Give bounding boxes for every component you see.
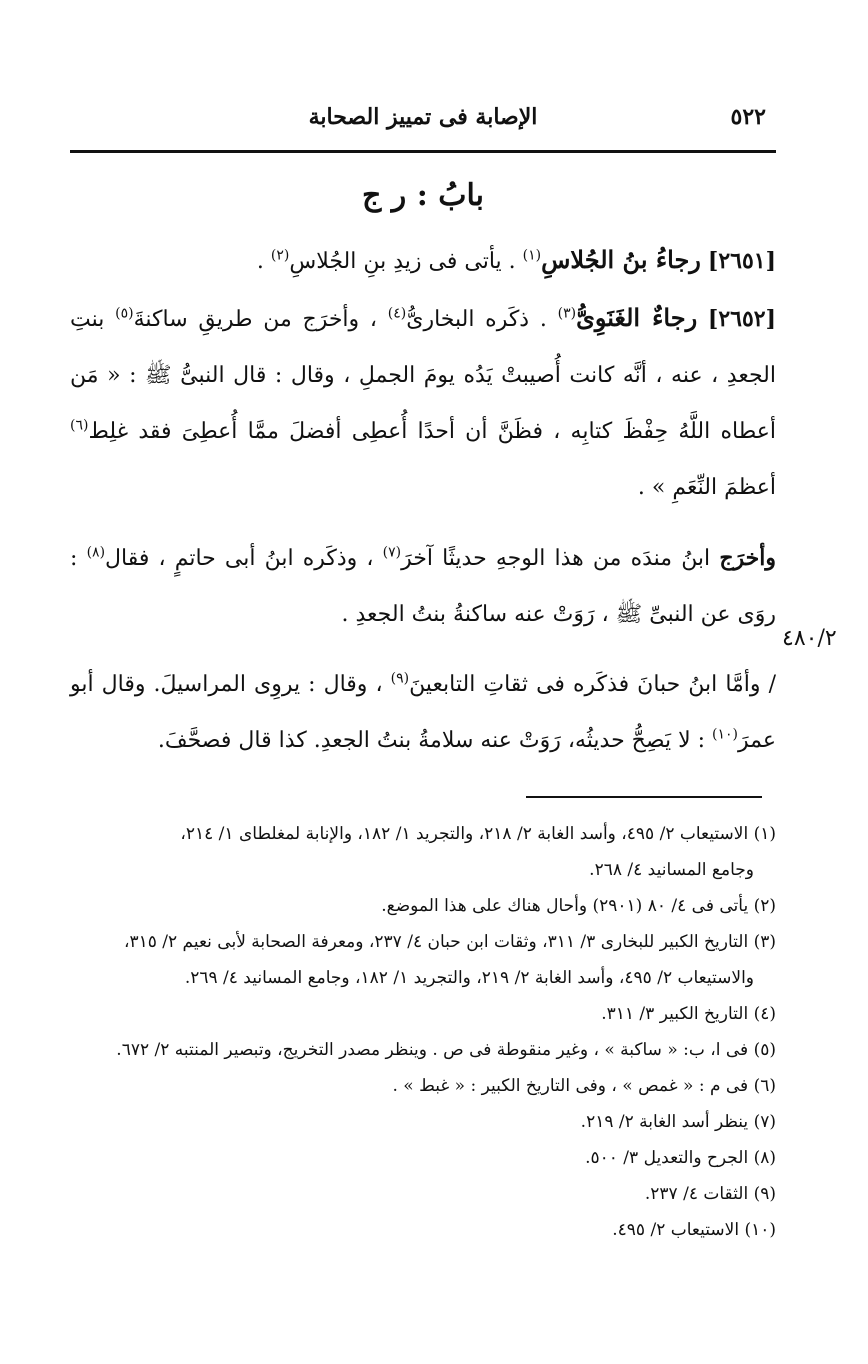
footnote (70, 888, 776, 924)
footnote (70, 1140, 776, 1176)
footnote-ref: (٧) (382, 544, 402, 561)
footnote (70, 924, 776, 996)
footnote-ref: (٣) (557, 305, 577, 322)
entry-2652 (70, 290, 776, 516)
margin-reference: ٤٨٠/٢ (782, 626, 837, 651)
entry-number: [٢٦٥٢] (707, 306, 777, 332)
footnotes (70, 816, 776, 1248)
footnote-ref: (٢) (270, 247, 290, 264)
paragraph-ibn-hibban (70, 657, 776, 769)
footnote-line: (١) الاستيعاب ٢/ ٤٩٥، وأسد الغابة ٢/ ٢١٨، والتجريد ١/ ١٨٢، والإنابة لمغلطاى ١/ ٢١٤، (180, 824, 776, 844)
entry-text: . يأتى فى زيدِ بنِ الجُلاسِ (289, 249, 516, 274)
entry-text: ، وأخرَج من طريقِ ساكنةَ (133, 307, 378, 332)
entry-number: [٢٦٥١] (707, 248, 776, 274)
header-rule (70, 150, 776, 153)
footnote (70, 1032, 776, 1068)
footnote (70, 1212, 776, 1248)
footnote-line: (٤) التاريخ الكبير ٣/ ٣١١. (601, 1004, 776, 1024)
footnote-separator (526, 796, 762, 798)
footnote-ref: (٦) (70, 417, 89, 434)
paragraph-text: : روَى عن النبىِّ ﷺ ، رَوَتْ عنه ساكنةُ بنتُ الجعدِ . (70, 546, 776, 627)
running-title: الإصابة فى تمييز الصحابة (308, 104, 538, 130)
page-number: ٥٢٢ (730, 104, 766, 130)
footnote-line: (٩) الثقات ٤/ ٢٣٧. (644, 1184, 776, 1204)
footnote-ref: (٤) (387, 305, 407, 322)
entry-name: رجاءٌ الغَنَوِىُّ (576, 303, 698, 332)
paragraph-text: : لا يَصِحُّ حديثُه، رَوَتْ عنه سلامةُ بنتُ الجعدِ. كذا قال فصحَّفَ. (157, 728, 706, 753)
footnote-line: (٢) يأتى فى ٤/ ٨٠ (٢٩٠١) وأحال هناك على هذا الموضع. (381, 896, 776, 916)
footnote (70, 1176, 776, 1212)
entry-2651 (70, 232, 776, 290)
footnote-ref: (٥) (115, 305, 134, 322)
footnote (70, 1068, 776, 1104)
entry-text: . ذكَره البخارىُّ (406, 307, 547, 332)
lead-word: وأخرَج (719, 545, 777, 571)
entry-name: رجاءُ بنُ الجُلاسِ (541, 245, 701, 274)
footnote-ref: (٨) (86, 544, 106, 561)
footnote (70, 816, 776, 888)
entry-text: بنتِ الجعدِ ، عنه ، أنَّه كانت أُصيبتْ يَدُه يومَ الجملِ ، وقال : قال النبىُّ ﷺ : « مَن أعطاه اللَّهُ حِفْظَ كتابِه ، فظَنَّ أن أحدًا أُعطِى أفضلَ ممَّا أُعطِىَ فقد غلِط (70, 307, 776, 444)
footnote (70, 996, 776, 1032)
chapter-title: بابُ : ر ج (362, 178, 484, 213)
footnote-line: (٣) التاريخ الكبير للبخارى ٣/ ٣١١، وثقات ابن حبان ٤/ ٢٣٧، ومعرفة الصحابة لأبى نعيم ٢/ ٣١٥، (123, 932, 776, 952)
main-text (70, 232, 776, 769)
footnote (70, 1104, 776, 1140)
paragraph-text: / وأمَّا ابنُ حبانَ فذكَره فى ثقاتِ التابعينَ (409, 672, 776, 697)
footnote-line: (٧) ينظر أسد الغابة ٢/ ٢١٩. (580, 1112, 776, 1132)
page-header (70, 100, 776, 144)
paragraph-text: ابنُ مندَه من هذا الوجهِ حديثًا آخرَ (401, 546, 711, 571)
paragraph-ibn-mandah (70, 530, 776, 643)
entry-end: . (256, 249, 264, 274)
footnote-line: (٥) فى ا، ب: « ساكبة » ، وغير منقوطة فى ص . وينظر مصدر التخريج، وتبصير المنتبه ٢/ ٦٧٢. (116, 1040, 776, 1060)
footnote-continuation: والاستيعاب ٢/ ٤٩٥، وأسد الغابة ٢/ ٢١٩، والتجريد ١/ ١٨٢، وجامع المسانيد ٤/ ٢٦٩. (184, 968, 754, 988)
footnote-line: (٦) فى م : « غمص » ، وفى التاريخ الكبير : « غبط » . (392, 1076, 776, 1096)
footnote-line: (١٠) الاستيعاب ٢/ ٤٩٥. (612, 1220, 776, 1240)
entry-text: أعظمَ النِّعَمِ » . (637, 475, 776, 500)
footnote-ref: (١٠) (712, 726, 739, 743)
footnote-ref: (٩) (390, 670, 410, 687)
footnote-continuation: وجامع المسانيد ٤/ ٢٦٨. (589, 860, 754, 880)
paragraph-text: ، وذكَره ابنُ أبى حاتمٍ ، فقال (105, 546, 374, 571)
footnote-ref: (١) (522, 247, 542, 264)
paragraph-text: ، وقال : يروِى المراسيلَ. وقال أبو عمرَ (70, 672, 776, 753)
footnote-line: (٨) الجرح والتعديل ٣/ ٥٠٠. (585, 1148, 776, 1168)
